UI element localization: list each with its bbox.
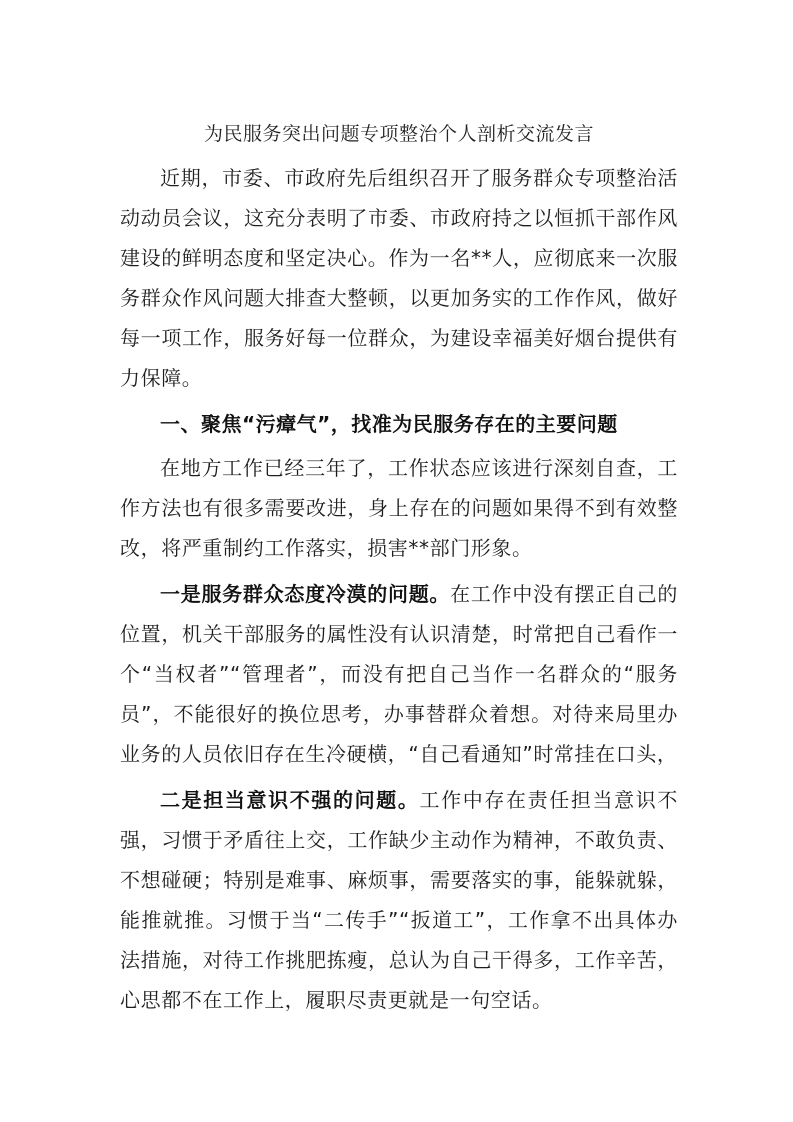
document-title: 为民服务突出问题专项整治个人剖析交流发言 [203,123,594,145]
section-heading-1: 一、聚焦“污瘴气”，找准为民服务存在的主要问题 [160,412,618,436]
point-2-paragraph [120,780,678,1020]
point-2-lead: 二是担当意识不强的问题。 [160,788,420,812]
point-2-body: 工作中存在责任担当意识不强，习惯于矛盾往上交，工作缺少主动作为精神，不敢负责、不想碰硬；特别是难事、麻烦事，需要落实的事，能躲就躲，能推就推。习惯于当“二传手”“扳道工”，工作拿不出具体办法措施，对待工作挑肥拣瘦，总认为自己干得多，工作辛苦，心思都不在工作上，履职尽责更就是一句空话。 [120,788,678,1012]
point-1-lead: 一是服务群众态度冷漠的问题。 [160,582,451,606]
intro-paragraph: 近期，市委、市政府先后组织召开了服务群众专项整治活动动员会议，这充分表明了市委、市政府持之以恒抓干部作风建设的鲜明态度和坚定决心。作为一名**人，应彻底来一次服务群众作风问题大排查大整顿，以更加务实的工作作风，做好每一项工作，服务好每一位群众，为建设幸福美好烟台提供有力保障。 [120,166,678,390]
section-1-paragraph: 在地方工作已经三年了，工作状态应该进行深刻自查，工作方法也有很多需要改进，身上存在的问题如果得不到有效整改，将严重制约工作落实，损害**部门形象。 [120,456,678,560]
point-1-paragraph [120,574,678,774]
document-page [120,120,678,1026]
point-1-body: 在工作中没有摆正自己的位置，机关干部服务的属性没有认识清楚，时常把自己看作一个“当权者”“管理者”，而没有把自己当作一名群众的“服务员”，不能很好的换位思考，办事替群众着想。对待来局里办业务的人员依旧存在生冷硬横，“自己看通知”时常挂在口头， [120,582,678,766]
